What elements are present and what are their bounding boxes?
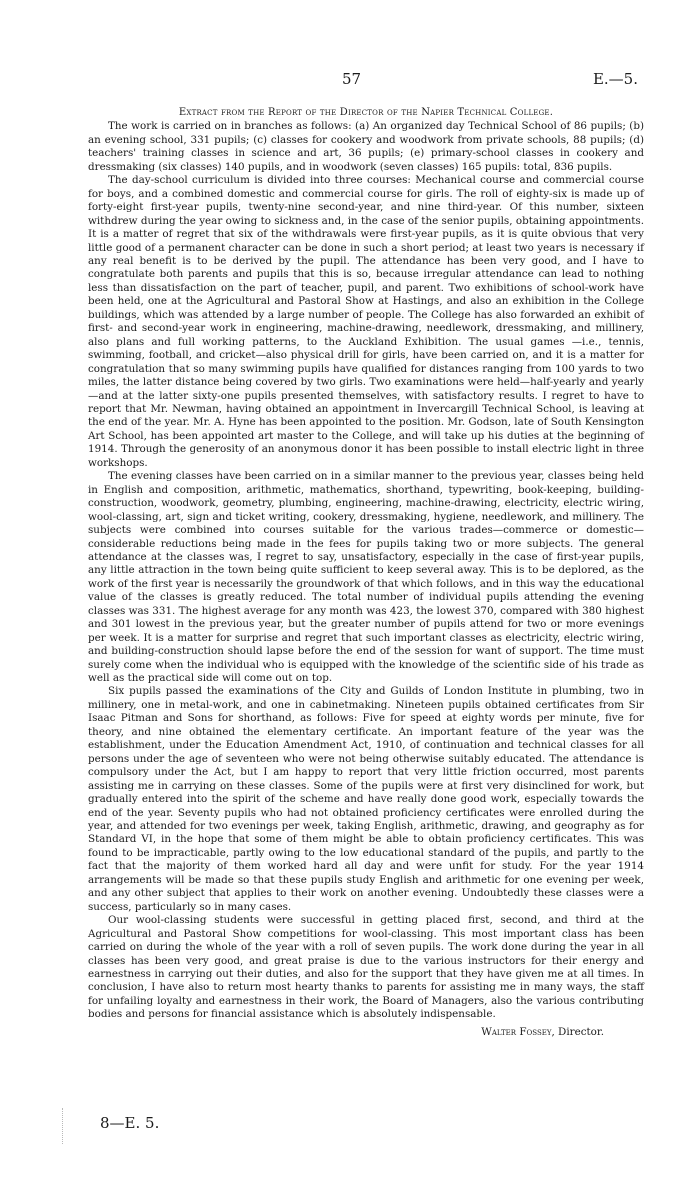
report-body	[88, 106, 644, 1039]
report-heading: Extract from the Report of the Director of the Napier Technical College.	[178, 107, 554, 118]
signature-name: Walter Fossey	[481, 1025, 552, 1038]
footer-signature-code: 8—E. 5.	[100, 1114, 160, 1132]
page-reference: E.—5.	[592, 70, 638, 88]
paragraph-examinations: Six pupils passed the examinations of the City and Guilds of London Institute in plumbing, two in millinery, one in metal-work, and one in cabinetmaking. Nineteen pupils obtained certificates from Sir Isaac Pitman and Sons for shorthand, as follows: Five for speed at eighty words per minute, five for theory, and nine obtained the elementary certificate. An important feature of the year was the establishment, under the Education Amendment Act, 1910, of continuation and technical classes for all persons under the age of seventeen who were not being otherwise suitably educated. The attendance is compulsory under the Act, but I am happy to report that very little friction occurred, most parents assisting me in carrying on these classes. Some of the pupils were at first very disinclined for work, but gradually entered into the spirit of the scheme and have really done good work, especially towards the end of the year. Seventy pupils who had not obtained proficiency certificates were enrolled during the year, and attended for two evenings per week, taking English, arithmetic, drawing, and geography as for Standard VI, in the hope that some of them might be able to obtain proficiency certificates. This was found to be impracticable, partly owing to the low educational standard of the pupils, and partly to the fact that the majority of them worked hard all day and were unfit for study. For the year 1914 arrangements will be made so that these pupils study English and arithmetic for one evening per week, and any other subject that applies to their work on another evening. Undoubtedly these classes were a success, particularly so in many cases.	[88, 685, 644, 913]
page-number: 57	[342, 70, 362, 88]
page-header	[0, 70, 700, 94]
signature-title: , Director.	[551, 1025, 604, 1038]
signature	[88, 1026, 604, 1039]
paragraph-wool-classing: Our wool-classing students were successful in getting placed first, second, and third at the Agricultural and Pastoral Show competitions for wool-classing. This most important class has been carried on during the whole of the year with a roll of seven pupils. The work done during the year in all classes has been very good, and great praise is due to the various instructors for their energy and earnestness in carrying out their duties, and also for the support that they have given me at all times. In conclusion, I have also to return most hearty thanks to parents for assisting me in many ways, the staff for unfailing loyalty and earnestness in their work, the Board of Managers, also the various contributing bodies and persons for financial assistance which is absolutely indispensable.	[88, 914, 644, 1021]
paragraph-evening-classes: The evening classes have been carried on in a similar manner to the previous year, classes being held in English and composition, arithmetic, mathematics, shorthand, typewriting, book-keeping, building-construction, woodwork, geometry, plumbing, engineering, machine-drawing, electricity, electric wiring, wool-classing, art, sign and ticket writing, cookery, dressmaking, hygiene, needlework, and millinery. The subjects were combined into courses suitable for the various trades—commerce or domestic—considerable reductions being made in the fees for pupils taking two or more subjects. The general attendance at the classes was, I regret to say, unsatisfactory, especially in the case of first-year pupils, any little attraction in the town being quite sufficient to keep several away. This is to be deplored, as the work of the first year is necessarily the groundwork of that which follows, and in this way the educational value of the classes is greatly reduced. The total number of individual pupils attending the evening classes was 331. The highest average for any month was 423, the lowest 370, compared with 380 highest and 301 lowest in the previous year, but the greater number of pupils attend for two or more evenings per week. It is a matter for surprise and regret that such important classes as electricity, electric wiring, and building-construction should lapse before the end of the session for want of support. The time must surely come when the individual who is equipped with the knowledge of the scientific side of his trade as well as the practical side will come out on top.	[88, 470, 645, 685]
paragraph-day-school: The day-school curriculum is divided into three courses: Mechanical course and commercial course for boys, and a combined domestic and commercial course for girls. The roll of eighty-six is made up of forty-eight first-year pupils, twenty-nine second-year, and nine third-year. Of this number, sixteen withdrew during the year owing to sickness and, in the case of the senior pupils, obtaining appointments. It is a matter of regret that six of the withdrawals were first-year pupils, as it is quite obvious that very little good of a permanent character can be done in such a short period; at least two years is necessary if any real benefit is to be derived by the pupil. The attendance has been very good, and I have to congratulate both parents and pupils that this is so, because irregular attendance can lead to nothing less than dissatisfaction on the part of teacher, pupil, and parent. Two exhibitions of school-work have been held, one at the Agricultural and Pastoral Show at Hastings, and also an exhibition in the College buildings, which was attended by a large number of people. The College has also forwarded an exhibit of first- and second-year work in engineering, machine-drawing, needlework, dressmaking, and millinery, also plans and full working patterns, to the Auckland Exhibition. The usual games —i.e., tennis, swimming, football, and cricket—also physical drill for girls, have been carried on, and it is a matter for congratulation that so many swimming pupils have qualified for distances ranging from 100 yards to two miles, the latter distance being covered by two girls. Two examinations were held—half-yearly and yearly—and at the latter sixty-one pupils presented themselves, with satisfactory results. I regret to have to report that Mr. Newman, having obtained an appointment in Invercargill Technical School, is leaving at the end of the year. Mr. A. Hyne has been appointed to the position. Mr. Godson, late of South Kensington Art School, has been appointed art master to the College, and will take up his duties at the beginning of 1914. Through the generosity of an anonymous donor it has been possible to install electric light in three workshops.	[88, 174, 644, 469]
paragraph-branches: The work is carried on in branches as follows: (a) An organized day Technical School of 86 pupils; (b) an evening school, 331 pupils; (c) classes for cookery and woodwork from private schools, 88 pupils; (d) teachers' training classes in science and art, 36 pupils; (e) primary-school classes in cookery and dressmaking (six classes) 140 pupils, and in woodwork (seven classes) 165 pupils: total, 836 pupils.	[88, 120, 644, 173]
margin-dotted-line	[62, 1108, 91, 1144]
